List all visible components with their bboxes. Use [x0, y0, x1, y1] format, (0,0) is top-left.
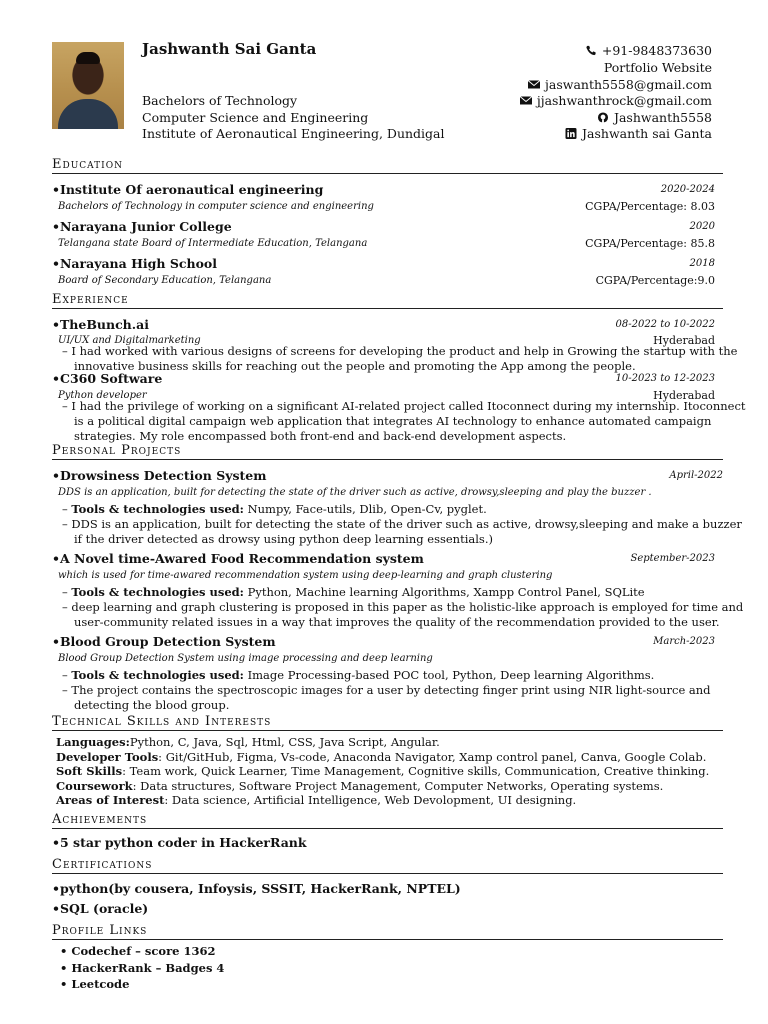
project-title: •A Novel time-Awared Food Recommendation system	[52, 551, 424, 566]
profile-photo	[52, 42, 124, 129]
skill-label: Areas of Interest	[56, 793, 165, 807]
exp-desc-line: innovative business skills for reaching out the people and promoting the App among the people.	[74, 359, 636, 373]
project-title: •Blood Group Detection System	[52, 634, 276, 649]
project-tools: – Tools & technologies used: Python, Machine learning Algorithms, Xampp Control Panel, SQLite	[62, 585, 645, 599]
tools-label: Tools & technologies used:	[71, 668, 244, 682]
skill-row	[56, 779, 663, 793]
skill-label: Coursework	[56, 779, 133, 793]
tools-label: Tools & technologies used:	[71, 585, 244, 599]
edu-score: CGPA/Percentage: 8.03	[585, 200, 715, 213]
section-skills: Technical Skills and Interests	[52, 714, 723, 731]
email-contact-2[interactable]	[520, 93, 712, 108]
edu-program: Board of Secondary Education, Telangana	[58, 275, 272, 286]
project-desc: DDS is an application, built for detecting the state of the driver such as active, drowsy,sleeping and play the buzzer .	[58, 487, 652, 498]
exp-date: 10-2023 to 12-2023	[615, 373, 715, 384]
skill-value: : Data structures, Software Project Management, Computer Networks, Operating systems.	[132, 779, 664, 793]
skill-row	[56, 750, 706, 764]
edu-program: Bachelors of Technology in computer science and engineering	[58, 201, 374, 212]
exp-date: 08-2022 to 10-2022	[615, 319, 715, 330]
linkedin-contact[interactable]	[565, 126, 712, 141]
exp-role: UI/UX and Digitalmarketing	[58, 335, 201, 346]
section-achievements: Achievements	[52, 812, 723, 829]
edu-date: 2020	[689, 221, 715, 232]
edu-score: CGPA/Percentage:9.0	[595, 274, 715, 287]
exp-desc-line: strategies. My role encompassed both front-end and back-end development aspects.	[74, 429, 567, 443]
candidate-name: Jashwanth Sai Ganta	[142, 40, 317, 58]
project-detail-line: – The project contains the spectroscopic images for a user by detecting finger print using NIR light-source and	[62, 683, 711, 697]
project-desc: Blood Group Detection System using image processing and deep learning	[58, 653, 433, 664]
exp-location: Hyderabad	[653, 334, 715, 347]
project-title: •Drowsiness Detection System	[52, 468, 267, 483]
degree: Bachelors of Technology	[142, 93, 298, 108]
tools-list: Image Processing-based POC tool, Python, Deep learning Algorithms.	[243, 668, 655, 682]
project-detail-line: user-community related issues in a way that improves the quality of the recommendation provided to the user.	[74, 615, 720, 629]
achievement-item: •5 star python coder in HackerRank	[52, 835, 307, 850]
portfolio-link[interactable]: Portfolio Website	[603, 60, 712, 75]
project-detail-line: detecting the blood group.	[74, 698, 230, 712]
section-projects: Personal Projects	[52, 443, 723, 460]
phone-text: +91-9848373630	[601, 43, 712, 58]
exp-company: •C360 Software	[52, 371, 163, 386]
skill-value: : Team work, Quick Learner, Time Management, Cognitive skills, Communication, Creative thinking.	[122, 764, 710, 778]
github-text: Jashwanth5558	[613, 110, 712, 125]
edu-program: Telangana state Board of Intermediate Education, Telangana	[58, 238, 368, 249]
exp-company: •TheBunch.ai	[52, 317, 149, 332]
edu-school: •Institute Of aeronautical engineering	[52, 182, 324, 197]
skill-label: Languages:	[56, 735, 130, 749]
section-certifications: Certifications	[52, 857, 723, 874]
skill-value: : Git/GitHub, Figma, Vs-code, Anaconda Navigator, Xamp control panel, Canva, Google Colab.	[158, 750, 707, 764]
skill-value: Python, C, Java, Sql, Html, CSS, Java Script, Angular.	[129, 735, 440, 749]
skill-row	[56, 793, 576, 807]
project-date: March-2023	[653, 636, 715, 647]
institute: Institute of Aeronautical Engineering, Dundigal	[142, 126, 445, 141]
edu-school: •Narayana High School	[52, 256, 217, 271]
email-text-1: jaswanth5558@gmail.com	[545, 77, 712, 92]
github-contact[interactable]	[597, 110, 712, 125]
project-date: April-2022	[669, 470, 723, 481]
email-text-2: jjashwanthrock@gmail.com	[536, 93, 712, 108]
envelope-icon	[528, 79, 540, 90]
project-tools: – Tools & technologies used: Numpy, Face-utils, Dlib, Open-Cv, pyglet.	[62, 502, 487, 516]
department: Computer Science and Engineering	[142, 110, 369, 125]
project-detail-line: – deep learning and graph clustering is proposed in this paper as the holistic-like approach is employed for time and	[62, 600, 744, 614]
phone-contact[interactable]	[585, 43, 712, 58]
skill-row	[56, 764, 709, 778]
skill-value: : Data science, Artificial Intelligence, Web Devolopment, UI designing.	[164, 793, 577, 807]
envelope-icon	[520, 95, 532, 106]
profile-link-leetcode[interactable]: • Leetcode	[60, 977, 130, 991]
email-contact-1[interactable]	[528, 77, 712, 92]
project-detail-line: if the driver detected as drowsy using python deep learning essentials.)	[74, 532, 493, 546]
github-icon	[597, 112, 609, 123]
tools-list: Python, Machine learning Algorithms, Xampp Control Panel, SQLite	[243, 585, 645, 599]
profile-link-hackerrank[interactable]: • HackerRank – Badges 4	[60, 961, 225, 975]
edu-score: CGPA/Percentage: 85.8	[585, 237, 715, 250]
project-date: September-2023	[630, 553, 715, 564]
phone-icon	[585, 45, 597, 56]
linkedin-text: Jashwanth sai Ganta	[582, 126, 712, 141]
exp-role: Python developer	[58, 390, 147, 401]
skill-label: Developer Tools	[56, 750, 159, 764]
edu-school: •Narayana Junior College	[52, 219, 232, 234]
exp-desc-line: – I had the privilege of working on a significant AI-related project called Itoconnect during my internship. Itoconnect	[62, 399, 746, 413]
tools-label: Tools & technologies used:	[71, 502, 244, 516]
certification-item: •SQL (oracle)	[52, 901, 149, 916]
section-experience: Experience	[52, 292, 723, 309]
project-tools: – Tools & technologies used: Image Processing-based POC tool, Python, Deep learning Algorithms.	[62, 668, 655, 682]
tools-list: Numpy, Face-utils, Dlib, Open-Cv, pyglet.	[243, 502, 487, 516]
project-desc: which is used for time-awared recommendation system using deep-learning and graph clustering	[58, 570, 553, 581]
exp-desc-line: – I had worked with various designs of screens for developing the product and help in Growing the startup with the	[62, 344, 738, 358]
exp-desc-line: is a political digital campaign web application that integrates AI technology to enhance automated campaign	[74, 414, 712, 428]
certification-item: •python(by cousera, Infoysis, SSSIT, HackerRank, NPTEL)	[52, 881, 461, 896]
skill-label: Soft Skills	[56, 764, 123, 778]
section-profiles: Profile Links	[52, 923, 723, 940]
section-education: Education	[52, 157, 723, 174]
linkedin-icon	[565, 128, 577, 139]
skill-row	[56, 735, 440, 749]
edu-date: 2020-2024	[660, 184, 715, 195]
edu-date: 2018	[689, 258, 715, 269]
exp-location: Hyderabad	[653, 389, 715, 402]
profile-link-codechef[interactable]: • Codechef – score 1362	[60, 944, 216, 958]
project-detail-line: – DDS is an application, built for detecting the state of the driver such as active, drowsy,sleeping and make a buzzer	[62, 517, 742, 531]
